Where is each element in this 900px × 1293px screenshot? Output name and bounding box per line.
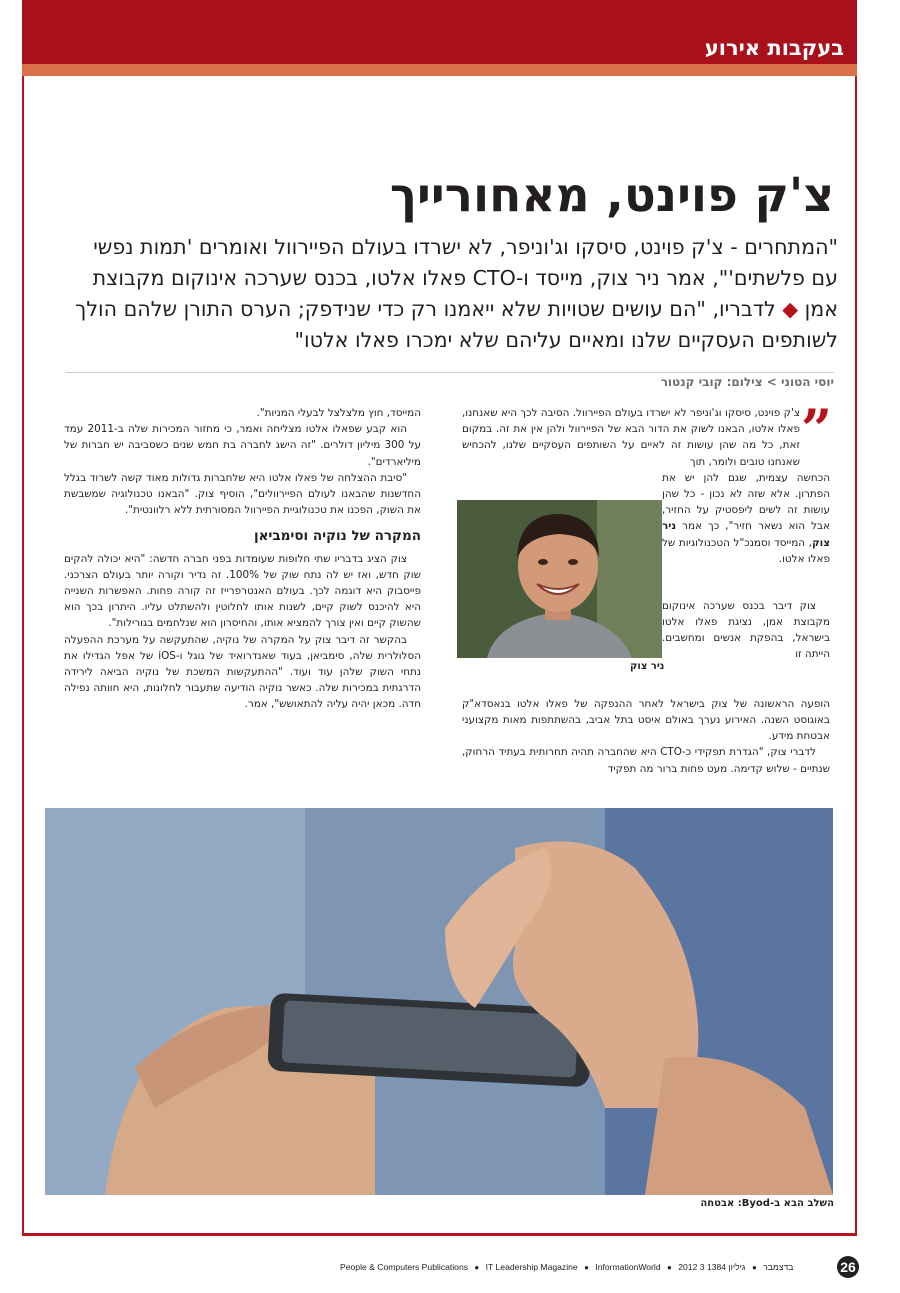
paragraph-wrapped <box>662 470 830 567</box>
footer-issue-number: גיליון 1384 <box>706 1262 746 1272</box>
diamond-icon: ◆ <box>782 297 799 321</box>
page-footer <box>340 1262 793 1272</box>
paragraph: לדברי צוק, "הגדרת תפקידי כ-CTO היא שהחברה תהיה תחרותית בעתיד הרחוק, שנתיים - שלוש קדימה. מעט פחות ברור מה תפקיד <box>462 746 830 775</box>
paragraph-wrapped: צוק דיבר בכנס שערכה אינוקום מקבוצת אמן, נציגת פאלו אלטו בישראל, בהפקת אנשים ומחשבים. הייתה זו <box>662 599 830 661</box>
byline <box>661 375 834 389</box>
paragraph: "סיבת ההצלחה של פאלו אלטו היא שלחברות גדולות מאוד קשה לשרוד בגלל החדשנות שהבאנו לעולם הפיירוולים", הוסיף צוק. "הבאנו טכנולוגיה שמשבשת את השוק, הפכנו את טכנולוגיית הפיירוול המסורתית ללא רלוונטית". <box>64 471 421 517</box>
bullet-icon: ● <box>584 1263 589 1272</box>
lead-tail: לדבריו, "הם עושים שטויות שלא ייאמנו רק כדי שנידפק; הערס התורן שלהם הולך לשותפים העסקיים שלנו ומאיים עליהם שלא ימכרו פאלו אלטו" <box>75 297 838 352</box>
hero-caption: השלב הבא ב-Byod: אבטחה <box>700 1198 834 1209</box>
page-number: 26 <box>837 1256 859 1278</box>
lead-text: "המתחרים - צ'ק פוינט, סיסקו וג'וניפר, לא ישרדו בעולם הפיירוול ואומרים 'תמות נפשי עם פלשתים'", אמר ניר צוק, מייסד ו-CTO פאלו אלטו, בכנס שערכה אינוקום מקבוצת אמן <box>92 235 838 321</box>
article-column-left <box>64 405 421 713</box>
footer-magazine: IT Leadership Magazine <box>485 1262 578 1272</box>
divider <box>66 372 834 373</box>
quote-mark-icon: ” <box>800 397 832 461</box>
portrait-photo <box>457 500 662 658</box>
article-headline: צ'ק פוינט, מאחורייך <box>389 168 834 223</box>
banner-strip <box>22 64 857 76</box>
paragraph: הופעה הראשונה של צוק בישראל לאחר ההנפקה של פאלו אלטו בנאסדא"ק באוגוסט השנה. האירוע נערך באולם איסט בתל אביב, בהשתתפות מאות מקצועני אבטחת מידע. <box>462 697 830 743</box>
person-name: ניר צוק <box>662 520 830 549</box>
smartphone-hands-illustration <box>45 808 833 1195</box>
paragraph: בהקשר זה דיבר צוק על המקרה של נוקיה, שהתעקשה על מערכת ההפעלה הסלולרית שלה, סימביאן, בעוד שאנדרואיד של גוגל ו-iOS של אפל הגדילו את נתחי השוק שלהן עוד ועוד. "ההתעקשות המשכת של נוקיה הביאה לירידה הדרגתית במכירות שלה. כאשר נוקיה הודיעה שתעבור לחלונות, היא חוותה נפילה חדה. מכאן יהיה עליה להתאושש", אמר. <box>64 633 421 711</box>
footer-issue-date: 2012 3 בדצמבר <box>678 1262 794 1272</box>
paragraph-text: , המייסד וסמנכ"ל הטכנולוגיות של פאלו אלטו. <box>662 536 830 565</box>
author: יוסי הטוני <box>780 375 834 389</box>
bullet-icon: ● <box>751 1263 757 1272</box>
credit-separator: > <box>766 375 777 389</box>
paragraph: המייסד, חוץ מלצלצל לבעלי המניות". <box>256 407 421 419</box>
photo-credit: צילום: קובי קנטור <box>660 375 763 389</box>
paragraph-text: הכחשה עצמית, שגם להן יש את הפתרון. אלא שזה לא נכון - כל שהן עושות זה לשים ליפסטיק על החזיר, אבל הוא נשאר חזיר", כך אמר <box>662 471 830 533</box>
hero-photo <box>45 808 833 1195</box>
paragraph: צ'ק פוינט, סיסקו וג'וניפר לא ישרדו בעולם הפיירוול. הסיבה לכך היא שאנחנו, פאלו אלטו, הבאנו לשוק את הדור הבא של הפיירוול ולהן אין את זה. במקום זאת, כל מה שהן עושות זה לאיים על השותפים העסקיים שלנו, להכחיש שאנחנו טובים ולומר, תוך <box>462 407 800 468</box>
subheading: המקרה של נוקיה וסימביאן <box>253 528 421 545</box>
bullet-icon: ● <box>474 1263 480 1272</box>
footer-world: InformationWorld <box>595 1262 661 1272</box>
footer-publisher: People & Computers Publications <box>340 1262 469 1272</box>
bullet-icon: ● <box>667 1263 672 1272</box>
paragraph: צוק הציג בדבריו שתי חלופות שעומדות בפני חברה חדשה: "היא יכולה להקים שוק חדש, ואז יש לה נתח שוק של 100%. זה נדיר וקורה יותר בעולם הצרכני. פייסבוק היא דוגמה לכך. בעולם האנטרפרייז זה קורה פחות. האפשרות השנייה היא להיכנס לשוק קיים, לשנות אותו לחלוטין ולהשתלט עליו. היתרון בכך הוא שהשוק קיים ואין צורך להמציא אותו, והחיסרון הוא שנלחמים בגורילות". <box>64 552 421 630</box>
portrait-illustration <box>457 500 662 658</box>
article-lead <box>66 232 838 356</box>
portrait-caption: ניר צוק <box>630 661 665 672</box>
section-label: בעקבות אירוע <box>704 36 844 60</box>
paragraph: הוא קבע שפאלו אלטו מצליחה ואמר, כי מחזור המכירות שלה ב-2011 עמד על 300 מיליון דולרים. "זה הישג לחברה בת חמש שנים כשסביבה יש חברות של מיליארדים". <box>64 423 422 468</box>
